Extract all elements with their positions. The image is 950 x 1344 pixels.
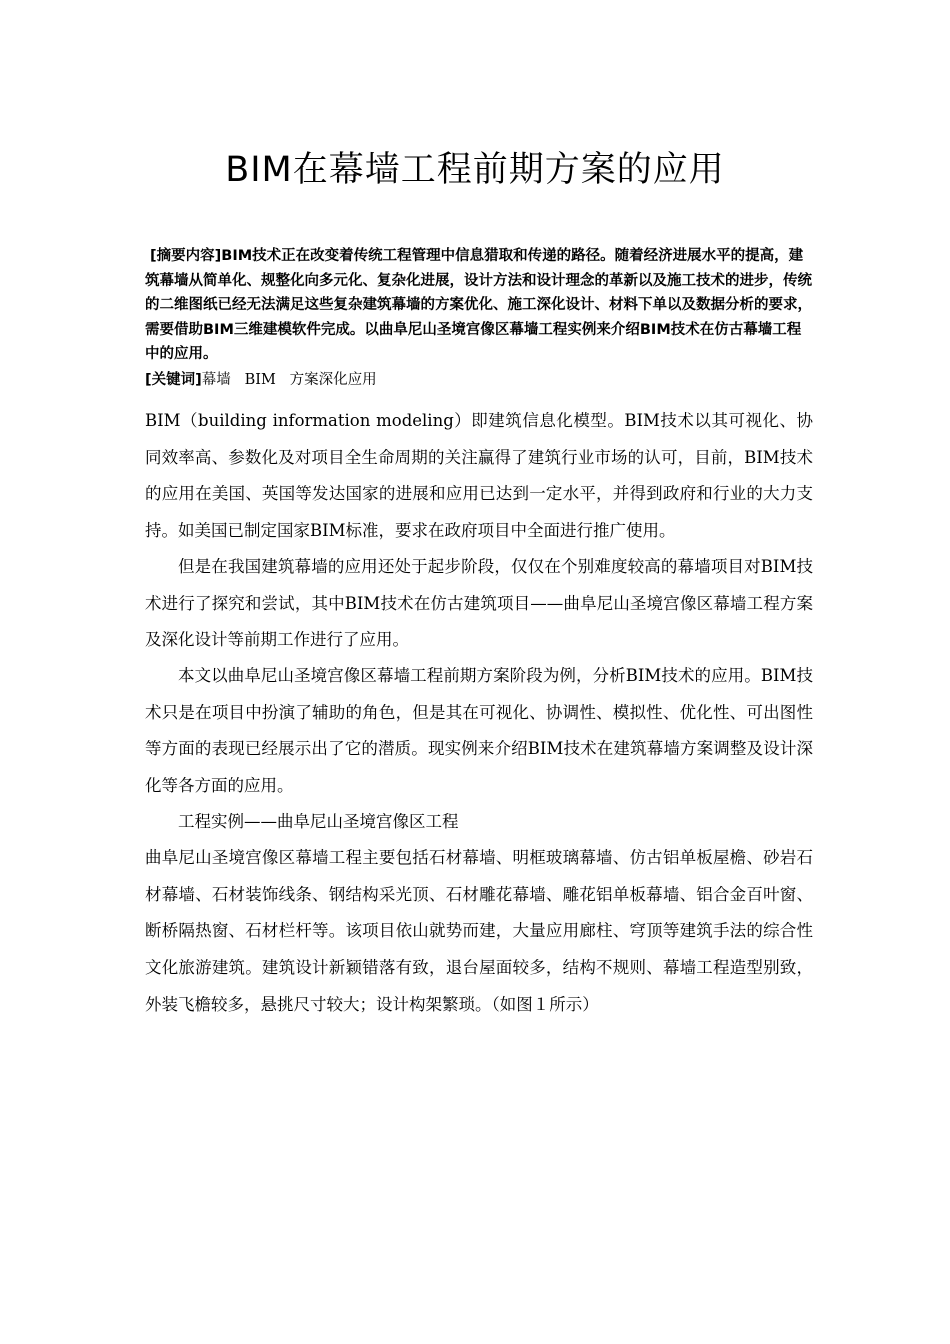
body-paragraph: 曲阜尼山圣境宫像区幕墙工程主要包括石材幕墙、明框玻璃幕墙、仿古铝单板屋檐、砂岩石材幕墙、石材装饰线条、钢结构采光顶、石材雕花幕墙、雕花铝单板幕墙、铝合金百叶窗、断桥隔热窗、石材栏杆等。该项目依山就势而建，大量应用廊柱、穹顶等建筑手法的综合性文化旅游建筑。建筑设计新颖错落有致，退台屋面较多，结构不规则、幕墙工程造型别致，外装飞檐较多，悬挑尺寸较大；设计构架繁琐。（如图１所示）: [145, 848, 813, 1014]
abstract-label: [摘要内容]: [150, 248, 222, 264]
keywords-label: [关键词]: [145, 372, 202, 388]
abstract-paragraph: [145, 244, 813, 367]
body-paragraph: 但是在我国建筑幕墙的应用还处于起步阶段，仅仅在个别难度较高的幕墙项目对BIM技术进行了探究和尝试，其中BIM技术在仿古建筑项目——曲阜尼山圣境宫像区幕墙工程方案及深化设计等前期工作进行了应用。: [145, 557, 813, 650]
keywords-values: 幕墙 BIM 方案深化应用: [201, 372, 377, 388]
body-paragraph: 本文以曲阜尼山圣境宫像区幕墙工程前期方案阶段为例，分析BIM技术的应用。BIM技术只是在项目中扮演了辅助的角色，但是其在可视化、协调性、模拟性、优化性、可出图性等方面的表现已经展示出了它的潜质。现实例来介绍BIM技术在建筑幕墙方案调整及设计深化等各方面的应用。: [145, 666, 813, 796]
keywords-line: [145, 369, 813, 391]
document-title: BIM在幕墙工程前期方案的应用: [225, 150, 725, 190]
section-heading: 工程实例——曲阜尼山圣境宫像区工程: [178, 812, 459, 831]
abstract-text: BIM技术正在改变着传统工程管理中信息猎取和传递的路径。随着经济进展水平的提高，建筑幕墙从简单化、规整化向多元化、复杂化进展，设计方法和设计理念的革新以及施工技术的进步，传统的二维图纸已经无法满足这些复杂建筑幕墙的方案优化、施工深化设计、材料下单以及数据分析的要求，需要借助BIM三维建模软件完成。以曲阜尼山圣境宫像区幕墙工程实例来介绍BIM技术在仿古幕墙工程中的应用。: [145, 248, 812, 362]
body-paragraph: BIM（building information modeling）即建筑信息化模型。BIM技术以其可视化、协同效率高、参数化及对项目全生命周期的关注赢得了建筑行业市场的认可，目前，BIM技术的应用在美国、英国等发达国家的进展和应用已达到一定水平，并得到政府和行业的大力支持。如美国已制定国家BIM标准，要求在政府项目中全面进行推广使用。: [145, 411, 813, 541]
